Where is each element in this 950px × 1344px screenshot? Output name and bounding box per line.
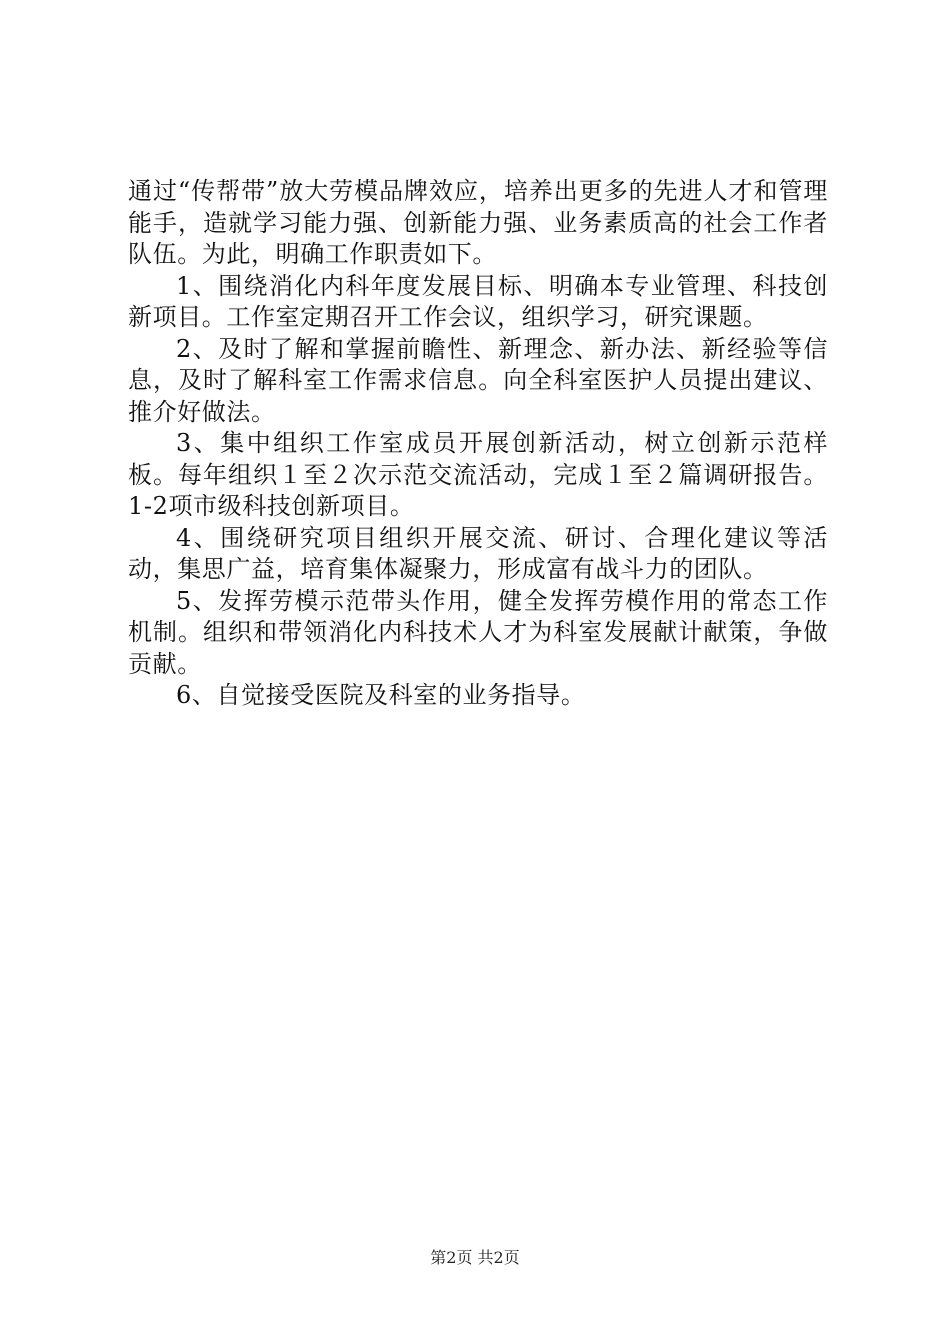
- paragraph-item-6: 6、自觉接受医院及科室的业务指导。: [176, 681, 586, 709]
- paragraph-item-4: 4、围绕研究项目组织开展交流、研讨、合理化建议等活动，集思广益，培育集体凝聚力，形成富有战斗力的团队。: [128, 523, 828, 583]
- paragraph-intro: 通过“传帮带”放大劳模品牌效应，培养出更多的先进人才和管理能手，造就学习能力强、创新能力强、业务素质高的社会工作者队伍。为此，明确工作职责如下。: [128, 177, 828, 268]
- paragraph-item-3: 3、集中组织工作室成员开展创新活动，树立创新示范样板。每年组织１至２次示范交流活动，完成１至２篇调研报告。1-2项市级科技创新项目。: [128, 429, 828, 520]
- paragraph-item-5: 5、发挥劳模示范带头作用，健全发挥劳模作用的常态工作机制。组织和带领消化内科技术人才为科室发展献计献策，争做贡献。: [128, 586, 828, 678]
- paragraph-item-2: 2、及时了解和掌握前瞻性、新理念、新办法、新经验等信息，及时了解科室工作需求信息。向全科室医护人员提出建议、推介好做法。: [128, 334, 828, 426]
- paragraph-item-1: 1、围绕消化内科年度发展目标、明确本专业管理、科技创新项目。工作室定期召开工作会议，组织学习，研究课题。: [128, 271, 828, 331]
- page-number-footer: 第2页 共2页: [430, 1248, 520, 1267]
- document-body: [128, 176, 828, 712]
